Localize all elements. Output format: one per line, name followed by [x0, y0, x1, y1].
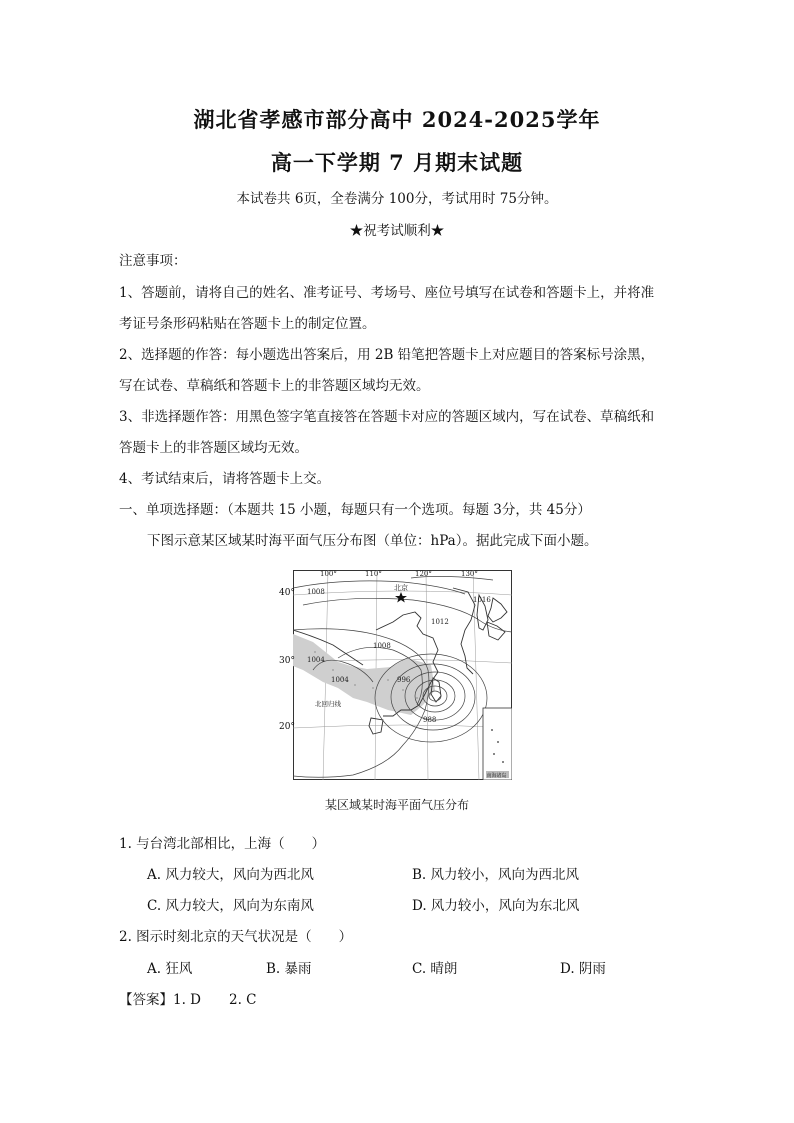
- isobar-label-1012: 1012: [431, 618, 449, 626]
- exam-title-line1: 湖北省孝感市部分高中 2024-2025学年: [193, 107, 601, 132]
- notes-line-5: 3、非选择题作答：用黑色签字笔直接答在答题卡对应的答题区域内，写在试卷、草稿纸和: [119, 409, 655, 425]
- section1-heading: 一、单项选择题：（本题共 15 小题，每题只有一个选项。每题 3分，共 45分）: [119, 502, 591, 518]
- notes-line-2: 考证号条形码粘贴在答题卡上的制定位置。: [119, 316, 376, 332]
- exam-blessing: ★祝考试顺利★: [349, 223, 445, 239]
- notes-line-6: 答题卡上的非答题区域均无效。: [119, 440, 308, 456]
- question-1-stem: 1. 与台湾北部相比，上海（ ）: [119, 836, 326, 852]
- exam-subtitle: 本试卷共 6页，全卷满分 100分，考试用时 75分钟。: [236, 191, 558, 207]
- tropic-label: 北回归线: [315, 700, 341, 708]
- notes-heading: 注意事项：: [119, 253, 187, 269]
- lat-label-30: 30°: [279, 656, 295, 666]
- q2-option-a: A. 狂风: [147, 961, 193, 977]
- inset-label: 南海诸岛: [486, 773, 507, 779]
- answer-1: 1. D: [173, 992, 201, 1008]
- isobar-label-988: 988: [423, 716, 437, 724]
- lat-label-20: 20°: [279, 722, 295, 732]
- lat-label-40: 40°: [279, 588, 295, 598]
- q2-option-c: C. 晴朗: [412, 961, 458, 977]
- exam-title-line2: 高一下学期 7 月期末试题: [270, 150, 524, 175]
- lon-label-120: 120°: [415, 570, 432, 578]
- answer-2: 2. C: [229, 992, 257, 1008]
- answer-line: [119, 988, 257, 1008]
- map-caption: 某区域某时海平面气压分布: [324, 798, 469, 812]
- q2-option-b: B. 暴雨: [266, 961, 312, 977]
- notes-line-1: 1、答题前，请将自己的姓名、准考证号、考场号、座位号填写在试卷和答题卡上，并将准: [119, 285, 655, 301]
- notes-line-4: 写在试卷、草稿纸和答题卡上的非答题区域均无效。: [119, 378, 430, 394]
- q1-option-d: D. 风力较小，风向为东北风: [412, 898, 580, 914]
- q1-option-a: A. 风力较大，风向为西北风: [147, 867, 314, 883]
- lon-label-110: 110°: [365, 570, 382, 578]
- notes-line-3: 2、选择题的作答：每小题选出答案后，用 2B 铅笔把答题卡上对应题目的答案标号涂黑，: [119, 347, 655, 363]
- isobar-label-996: 996: [397, 676, 411, 684]
- isobar-label-1004-a: 1004: [331, 676, 349, 684]
- q1-option-b: B. 风力较小，风向为西北风: [412, 867, 580, 883]
- answer-label: 【答案】: [119, 992, 173, 1008]
- q2-option-d: D. 阴雨: [560, 961, 606, 977]
- notes-line-7: 4、考试结束后，请将答题卡上交。: [119, 471, 331, 487]
- question-2-stem: 2. 图示时刻北京的天气状况是（ ）: [119, 929, 353, 945]
- isobar-label-1008-east: 1008: [373, 642, 391, 650]
- lon-label-130: 130°: [461, 570, 478, 578]
- isobar-label-1004-b: 1004: [307, 656, 325, 664]
- q1-option-c: C. 风力较大，风向为东南风: [147, 898, 314, 914]
- city-label-beijing: 北京: [394, 584, 408, 592]
- lon-label-100: 100°: [320, 570, 337, 578]
- section1-intro: 下图示意某区域某时海平面气压分布图（单位：hPa）。据此完成下面小题。: [147, 533, 598, 549]
- pressure-map: [293, 570, 512, 780]
- isobar-label-1016: 1016: [473, 596, 491, 604]
- isobar-label-1008-west: 1008: [307, 588, 325, 596]
